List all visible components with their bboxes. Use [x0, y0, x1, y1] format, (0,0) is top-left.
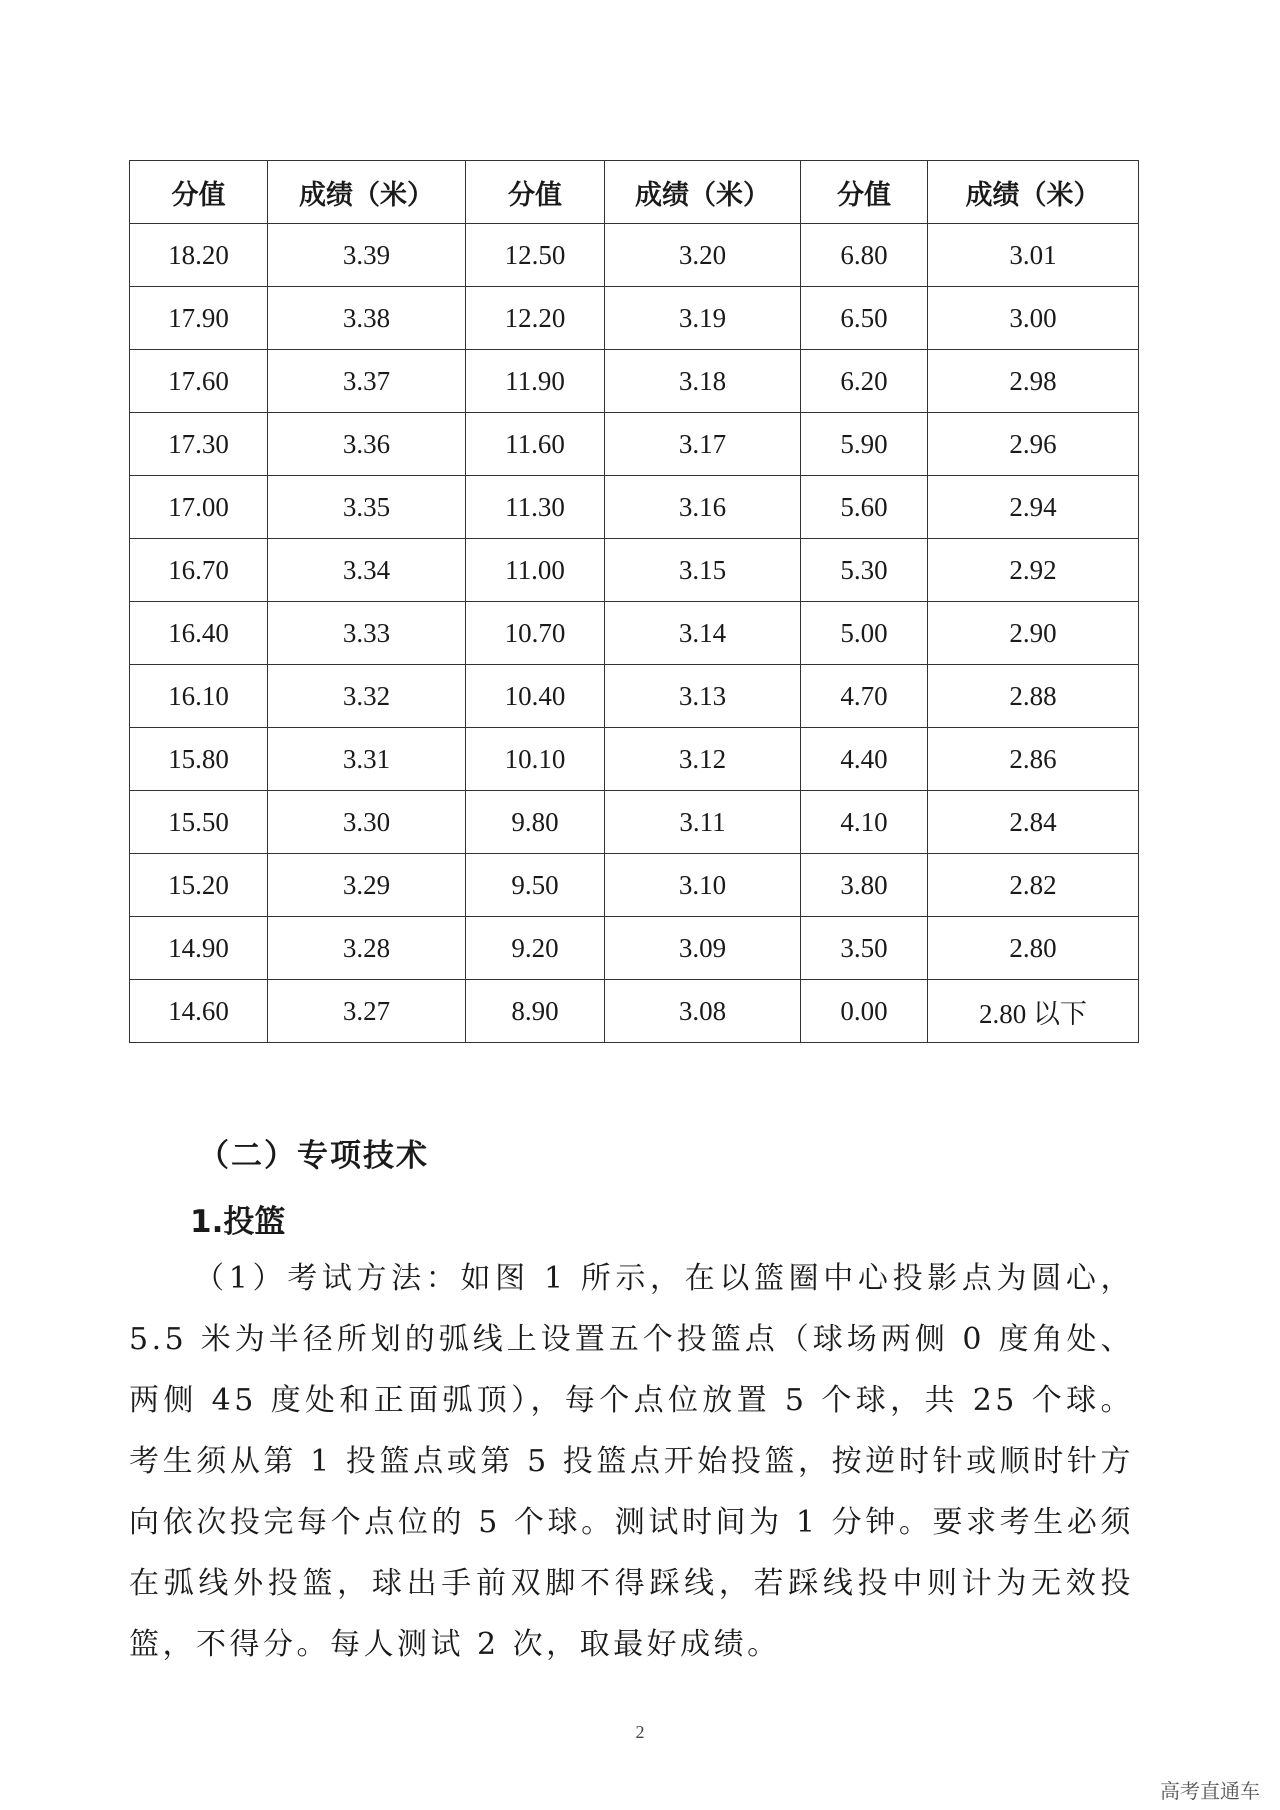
table-row — [130, 476, 1139, 539]
result-cell: 2.86 — [928, 728, 1139, 791]
header-score-1: 分值 — [130, 161, 268, 224]
score-cell: 5.60 — [801, 476, 928, 539]
score-cell: 4.70 — [801, 665, 928, 728]
result-cell: 2.82 — [928, 854, 1139, 917]
result-cell: 2.84 — [928, 791, 1139, 854]
result-cell: 3.32 — [268, 665, 466, 728]
result-cell: 3.19 — [605, 287, 801, 350]
paragraph-text: （1）考试方法：如图 1 所示，在以篮圈中心投影点为圆心，5.5 米为半径所划的弧线上设置五个投篮点（球场两侧 0 度角处、两侧 45 度处和正面弧顶），每个点位放置 5 个球，共 25 个球。考生须从第 1 投篮点或第 5 投篮点开始投篮，按逆时针或顺时针方向依次投完每个点位的 5 个球。测试时间为 1 分钟。要求考生必须在弧线外投篮，球出手前双脚不得踩线，若踩线投中则计为无效投篮，不得分。每人测试 2 次，取最好成绩。 — [129, 1261, 1134, 1662]
score-cell: 17.60 — [130, 350, 268, 413]
table-row — [130, 791, 1139, 854]
score-cell: 11.30 — [466, 476, 605, 539]
table-row — [130, 854, 1139, 917]
score-cell: 11.00 — [466, 539, 605, 602]
score-cell: 8.90 — [466, 980, 605, 1043]
header-score-3: 分值 — [801, 161, 928, 224]
score-cell: 15.50 — [130, 791, 268, 854]
result-cell: 3.09 — [605, 917, 801, 980]
score-cell: 16.10 — [130, 665, 268, 728]
result-cell: 3.15 — [605, 539, 801, 602]
result-cell: 2.92 — [928, 539, 1139, 602]
result-cell: 3.39 — [268, 224, 466, 287]
result-cell: 3.00 — [928, 287, 1139, 350]
result-cell: 3.12 — [605, 728, 801, 791]
result-cell: 3.29 — [268, 854, 466, 917]
score-cell: 12.20 — [466, 287, 605, 350]
result-cell: 3.28 — [268, 917, 466, 980]
result-cell: 3.35 — [268, 476, 466, 539]
section-heading: （二）专项技术 — [198, 1138, 429, 1174]
table-row — [130, 728, 1139, 791]
score-cell: 5.00 — [801, 602, 928, 665]
score-cell: 10.70 — [466, 602, 605, 665]
score-cell: 15.80 — [130, 728, 268, 791]
header-result-1: 成绩（米） — [268, 161, 466, 224]
score-cell: 12.50 — [466, 224, 605, 287]
score-cell: 6.80 — [801, 224, 928, 287]
score-cell: 5.90 — [801, 413, 928, 476]
score-cell: 6.20 — [801, 350, 928, 413]
result-cell: 2.96 — [928, 413, 1139, 476]
score-cell: 10.10 — [466, 728, 605, 791]
score-cell: 11.60 — [466, 413, 605, 476]
score-cell: 3.50 — [801, 917, 928, 980]
score-cell: 4.40 — [801, 728, 928, 791]
score-cell: 17.90 — [130, 287, 268, 350]
result-cell: 2.80 以下 — [928, 980, 1139, 1043]
body-paragraph — [129, 1248, 1134, 1675]
score-table — [129, 160, 1139, 1043]
result-cell: 3.27 — [268, 980, 466, 1043]
score-cell: 6.50 — [801, 287, 928, 350]
table-row — [130, 602, 1139, 665]
score-cell: 9.80 — [466, 791, 605, 854]
score-cell: 15.20 — [130, 854, 268, 917]
score-cell: 11.90 — [466, 350, 605, 413]
score-cell: 3.80 — [801, 854, 928, 917]
result-cell: 3.14 — [605, 602, 801, 665]
result-cell: 3.18 — [605, 350, 801, 413]
score-cell: 16.70 — [130, 539, 268, 602]
table-row — [130, 665, 1139, 728]
score-cell: 17.30 — [130, 413, 268, 476]
table-row — [130, 413, 1139, 476]
score-cell: 9.50 — [466, 854, 605, 917]
result-cell: 2.88 — [928, 665, 1139, 728]
result-cell: 3.17 — [605, 413, 801, 476]
header-result-2: 成绩（米） — [605, 161, 801, 224]
result-cell: 3.37 — [268, 350, 466, 413]
score-cell: 17.00 — [130, 476, 268, 539]
score-cell: 16.40 — [130, 602, 268, 665]
score-cell: 4.10 — [801, 791, 928, 854]
result-cell: 3.34 — [268, 539, 466, 602]
result-cell: 3.20 — [605, 224, 801, 287]
watermark-text: 高考直通车 — [1160, 1779, 1260, 1803]
score-cell: 9.20 — [466, 917, 605, 980]
result-cell: 3.31 — [268, 728, 466, 791]
page-number: 2 — [635, 1722, 645, 1742]
header-result-3: 成绩（米） — [928, 161, 1139, 224]
score-cell: 14.60 — [130, 980, 268, 1043]
subsection-heading: 1.投篮 — [190, 1204, 286, 1240]
score-cell: 18.20 — [130, 224, 268, 287]
score-cell: 0.00 — [801, 980, 928, 1043]
table-row — [130, 917, 1139, 980]
result-cell: 3.30 — [268, 791, 466, 854]
result-cell: 3.11 — [605, 791, 801, 854]
result-cell: 3.08 — [605, 980, 801, 1043]
score-cell: 5.30 — [801, 539, 928, 602]
result-cell: 3.33 — [268, 602, 466, 665]
result-cell: 2.94 — [928, 476, 1139, 539]
score-cell: 10.40 — [466, 665, 605, 728]
table-row — [130, 350, 1139, 413]
result-cell: 3.38 — [268, 287, 466, 350]
score-cell: 14.90 — [130, 917, 268, 980]
header-score-2: 分值 — [466, 161, 605, 224]
table-row — [130, 224, 1139, 287]
result-cell: 2.90 — [928, 602, 1139, 665]
result-cell: 2.98 — [928, 350, 1139, 413]
table-row — [130, 539, 1139, 602]
result-cell: 3.01 — [928, 224, 1139, 287]
result-cell: 3.13 — [605, 665, 801, 728]
table-header-row — [130, 161, 1139, 224]
result-cell: 3.10 — [605, 854, 801, 917]
result-cell: 3.36 — [268, 413, 466, 476]
result-cell: 3.16 — [605, 476, 801, 539]
result-cell: 2.80 — [928, 917, 1139, 980]
table-row — [130, 287, 1139, 350]
table-row — [130, 980, 1139, 1043]
